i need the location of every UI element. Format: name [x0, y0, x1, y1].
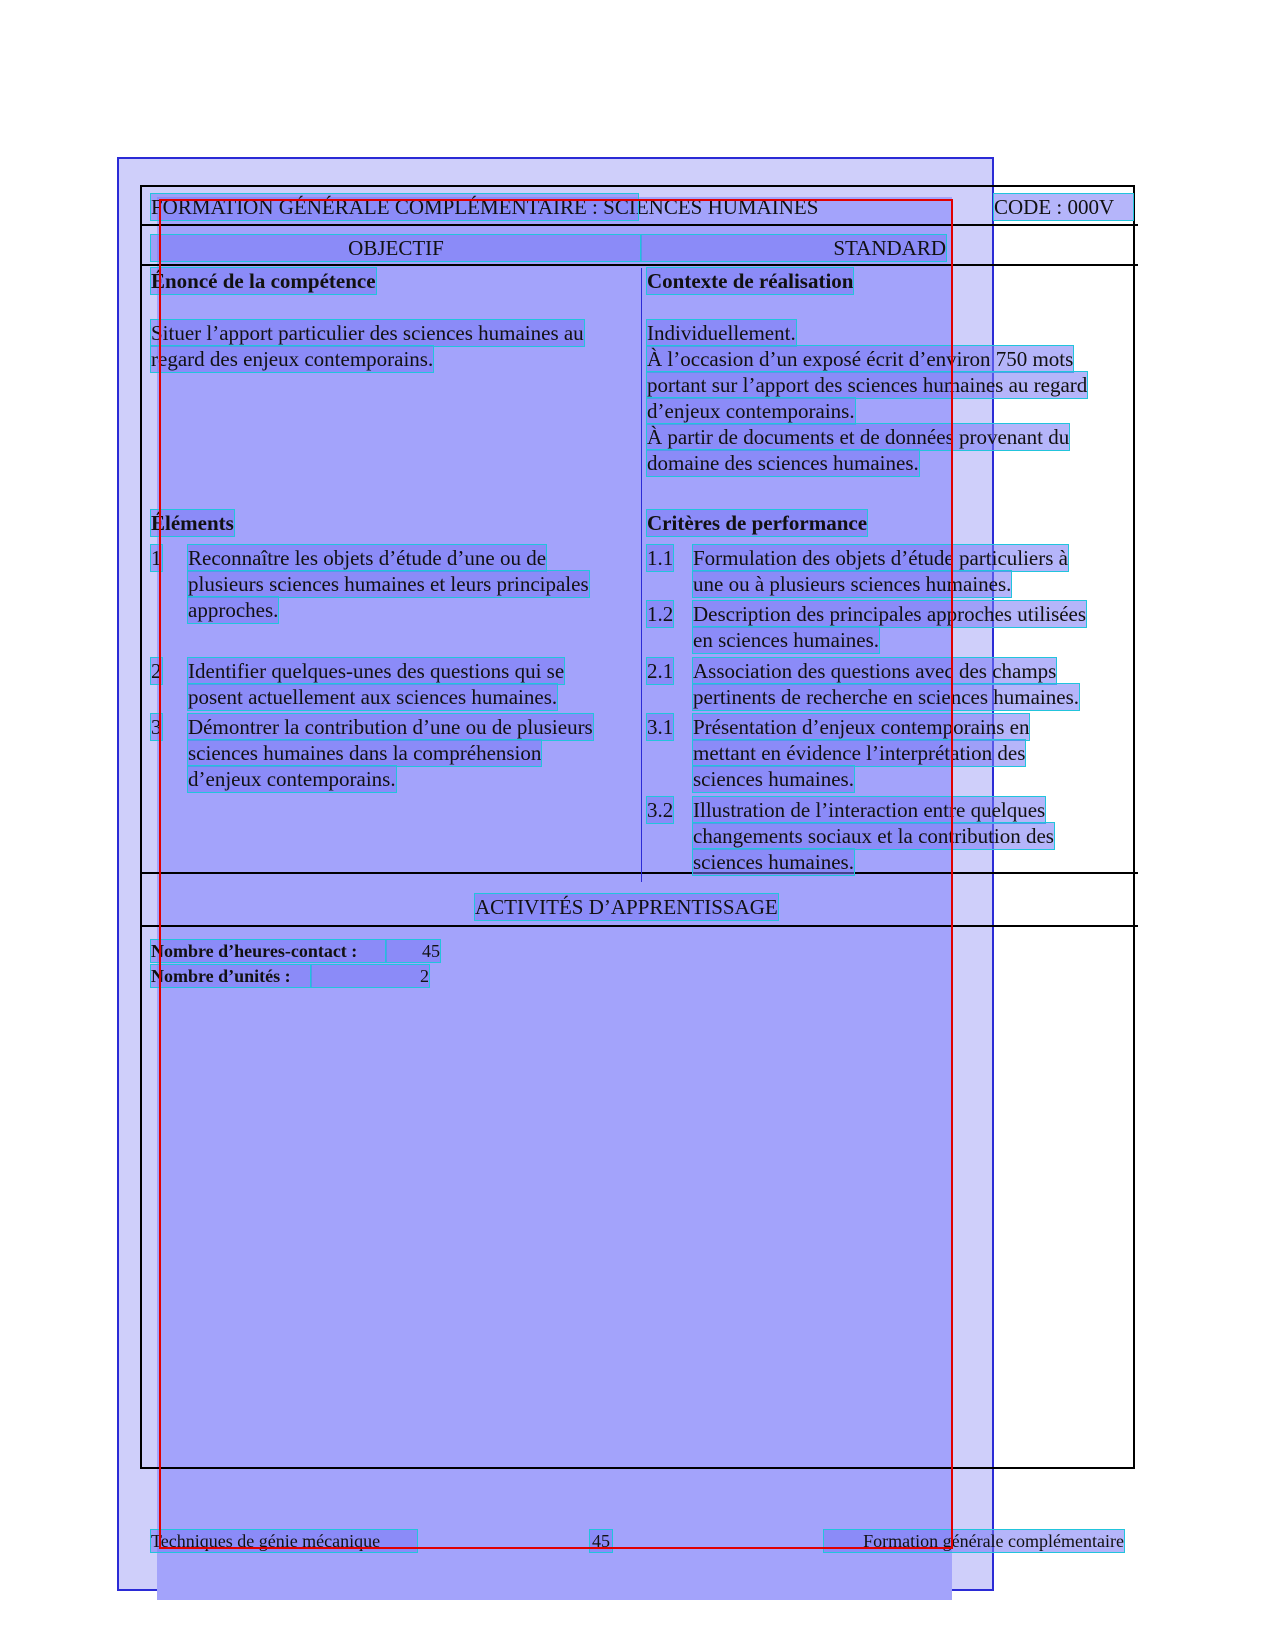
criteria-heading: Critères de performance	[647, 511, 868, 535]
criterion-line: Illustration de l’interaction entre quelques	[693, 798, 1046, 822]
criterion-line: sciences humaines.	[693, 850, 854, 874]
competence-heading: Énoncé de la compétence	[151, 269, 376, 293]
hours-value: 45	[386, 940, 440, 962]
criterion-line: une ou à plusieurs sciences humaines.	[693, 572, 1012, 596]
element-line: Identifier quelques-unes des questions qui se	[188, 659, 565, 683]
element-line: Reconnaître les objets d’étude d’une ou de	[188, 546, 547, 570]
criterion-line: en sciences humaines.	[693, 628, 880, 652]
criterion-line: Formulation des objets d’étude particuliers à	[693, 546, 1068, 570]
criterion-line: Association des questions avec des champs	[693, 659, 1057, 683]
rule-below-title	[140, 224, 1138, 226]
rule-below-activities	[140, 925, 1138, 927]
context-line: domaine des sciences humaines.	[647, 451, 919, 475]
footer-section: Formation générale complémentaire	[824, 1530, 1124, 1552]
context-line: À partir de documents et de données provenant du	[647, 425, 1070, 449]
column-header-standard: STANDARD	[641, 235, 946, 261]
units-label: Nombre d’unités :	[151, 965, 311, 987]
criterion-number: 3.2	[647, 798, 674, 822]
criterion-number: 3.1	[647, 715, 674, 739]
criterion-line: Description des principales approches utilisées	[693, 602, 1087, 626]
context-heading: Contexte de réalisation	[647, 269, 854, 293]
element-line: Démontrer la contribution d’une ou de plusieurs	[188, 715, 593, 739]
element-number: 2	[151, 659, 162, 683]
context-line: d’enjeux contemporains.	[647, 399, 855, 423]
criterion-line: changements sociaux et la contribution des	[693, 824, 1054, 848]
column-divider	[641, 268, 642, 882]
criterion-line: Présentation d’enjeux contemporains en	[693, 715, 1030, 739]
criterion-line: pertinents de recherche en sciences humaines.	[693, 685, 1079, 709]
competence-line: Situer l’apport particulier des sciences humaines au	[151, 321, 584, 345]
rule-above-activities	[140, 872, 1138, 874]
elements-heading: Éléments	[151, 511, 234, 535]
rule-below-columns	[140, 264, 1138, 266]
element-line: d’enjeux contemporains.	[188, 767, 396, 791]
element-line: approches.	[188, 598, 279, 622]
context-line: À l’occasion d’un exposé écrit d’environ 750 mots	[647, 347, 1074, 371]
context-line: Individuellement.	[647, 321, 796, 345]
footer-program: Techniques de génie mécanique	[151, 1530, 417, 1552]
criterion-line: sciences humaines.	[693, 767, 854, 791]
hours-label: Nombre d’heures-contact :	[151, 940, 386, 962]
criterion-number: 2.1	[647, 659, 674, 683]
criterion-number: 1.2	[647, 602, 674, 626]
column-header-objectif: OBJECTIF	[151, 235, 641, 261]
context-line: portant sur l’apport des sciences humaines au regard	[647, 373, 1088, 397]
footer-page-number: 45	[592, 1531, 610, 1551]
element-line: sciences humaines dans la compréhension	[188, 741, 542, 765]
activities-heading: ACTIVITÉS D’APPRENTISSAGE	[475, 895, 778, 919]
element-number: 1	[151, 546, 162, 570]
document-title: FORMATION GÉNÉRALE COMPLÉMENTAIRE : SCIENCES HUMAINES	[151, 195, 819, 219]
course-code: CODE : 000V	[994, 194, 1133, 220]
units-value: 2	[311, 965, 429, 987]
element-line: posent actuellement aux sciences humaines.	[188, 685, 558, 709]
criterion-number: 1.1	[647, 546, 674, 570]
competence-line: regard des enjeux contemporains.	[151, 347, 434, 371]
element-line: plusieurs sciences humaines et leurs principales	[188, 572, 589, 596]
element-number: 3	[151, 715, 162, 739]
criterion-line: mettant en évidence l’interprétation des	[693, 741, 1026, 765]
